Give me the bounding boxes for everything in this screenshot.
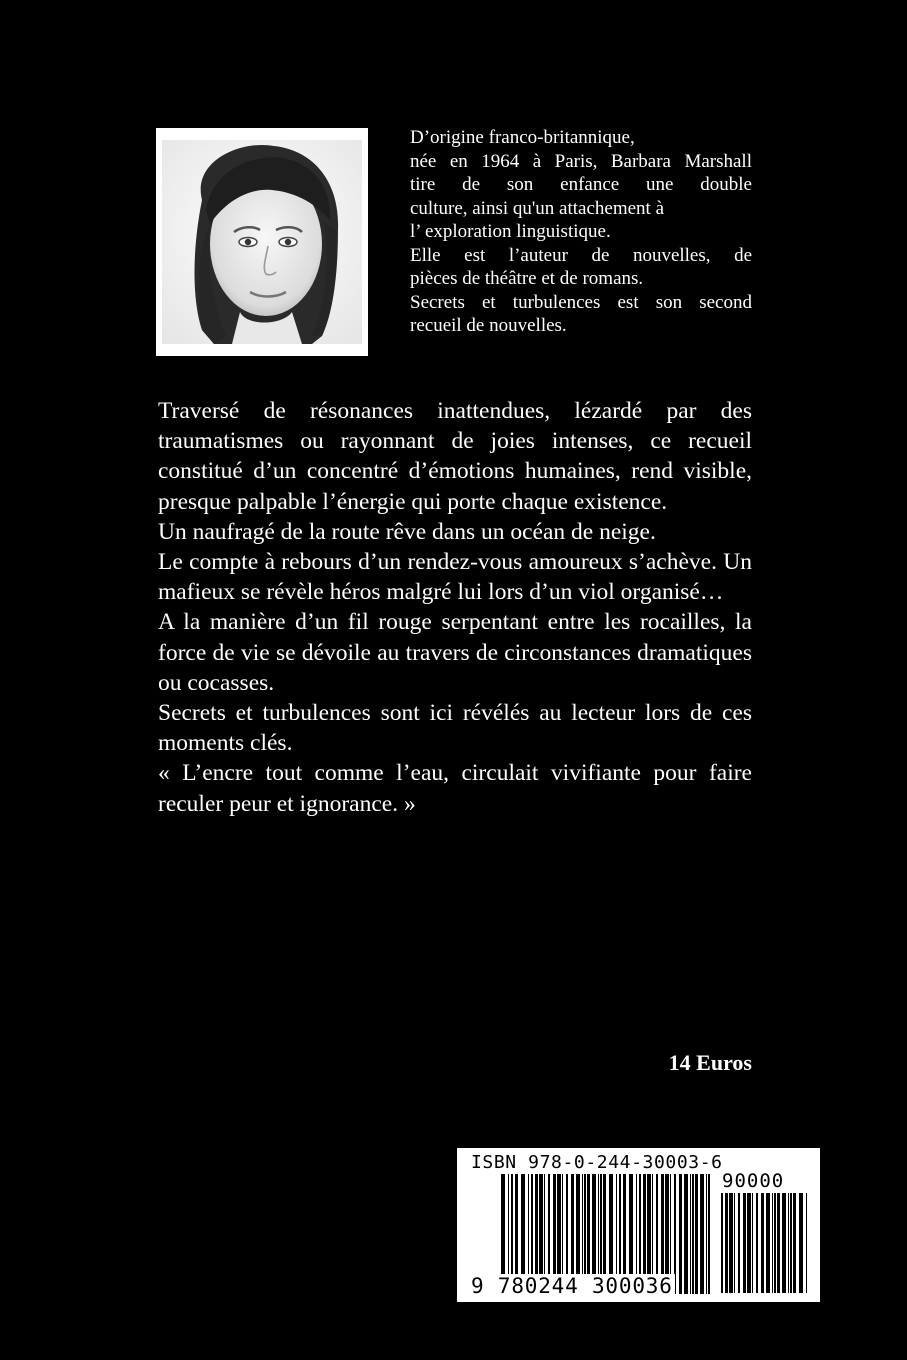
barcode-bar bbox=[777, 1193, 780, 1293]
bio-line: recueil de nouvelles. bbox=[410, 315, 567, 336]
author-portrait-image bbox=[162, 140, 362, 344]
barcode-bar bbox=[708, 1174, 710, 1294]
barcode-bar bbox=[706, 1174, 707, 1294]
barcode-bar bbox=[772, 1193, 773, 1293]
bio-line: Secrets et turbulences est son second bbox=[410, 291, 752, 313]
blurb-paragraph: A la manière d’un fil rouge serpentant entre les rocailles, la force de vie se dévoile au travers de circonstances dramatiques ou cocasses. bbox=[158, 609, 752, 696]
barcode-bar bbox=[729, 1193, 733, 1293]
blurb-paragraph: Secrets et turbulences sont ici révélés au lecteur lors de ces moments clés. bbox=[158, 700, 752, 757]
back-cover-blurb bbox=[158, 396, 752, 819]
barcode-bar bbox=[806, 1193, 807, 1293]
bio-line: l’ exploration linguistique. bbox=[410, 221, 611, 242]
barcode-bar bbox=[679, 1174, 682, 1294]
blurb-paragraph: Traversé de résonances inattendues, lézardé par des traumatismes ou rayonnant de joies intenses, ce recueil constitué d’un concentré d’émotions humaines, rend visible, presque palpable l’énergie qui porte chaque existence. bbox=[158, 398, 752, 515]
barcode-bar bbox=[761, 1193, 764, 1293]
bio-line: tire de son enfance une double bbox=[410, 174, 752, 195]
barcode-bar bbox=[799, 1193, 803, 1293]
isbn-label: ISBN 978-0-244-30003-6 bbox=[471, 1152, 723, 1173]
barcode-bar bbox=[752, 1193, 753, 1293]
price-label: 14 Euros bbox=[668, 1050, 752, 1075]
barcode-bar bbox=[743, 1193, 746, 1293]
bio-line: D’origine franco-britannique, bbox=[410, 127, 635, 148]
blurb-paragraph: « L’encre tout comme l’eau, circulait vivifiante pour faire reculer peur et ignorance. » bbox=[158, 760, 752, 817]
bio-line: Elle est l’auteur de nouvelles, de bbox=[410, 244, 752, 266]
author-photo bbox=[162, 140, 362, 344]
barcode-bar bbox=[721, 1193, 723, 1293]
bio-line: pièces de théâtre et de romans. bbox=[410, 268, 644, 289]
barcode-bar bbox=[734, 1193, 735, 1293]
bio-line: culture, ainsi qu'un attachement à bbox=[410, 197, 665, 219]
author-photo-frame bbox=[156, 128, 368, 356]
barcode-bar bbox=[700, 1174, 704, 1294]
isbn-barcode bbox=[457, 1148, 820, 1302]
author-bio bbox=[410, 126, 752, 338]
barcode-bar bbox=[774, 1193, 776, 1293]
addon-digits: 90000 bbox=[722, 1170, 785, 1192]
barcode-bar bbox=[788, 1193, 789, 1293]
barcode-bar bbox=[747, 1193, 751, 1293]
addon-barcode-bars bbox=[721, 1193, 807, 1293]
barcode-bar bbox=[782, 1193, 786, 1293]
blurb-paragraph: Un naufragé de la route rêve dans un océan de neige. bbox=[158, 518, 656, 545]
bio-line: née en 1964 à Paris, Barbara Marshall bbox=[410, 150, 752, 172]
barcode-bar bbox=[725, 1193, 728, 1293]
barcode-bar bbox=[692, 1174, 694, 1294]
barcode-bar bbox=[790, 1193, 792, 1293]
barcode-bar bbox=[684, 1174, 688, 1294]
barcode-bar bbox=[756, 1193, 758, 1293]
barcode-bar bbox=[695, 1174, 698, 1294]
barcode-bar bbox=[738, 1193, 740, 1293]
ean-digits: 9 780244 300036 bbox=[471, 1274, 673, 1298]
barcode-bar bbox=[793, 1193, 796, 1293]
blurb-paragraph: Le compte à rebours d’un rendez-vous amoureux s’achève. Un mafieux se révèle héros malgré lui lors d’un viol organisé… bbox=[158, 549, 752, 606]
barcode-bar bbox=[766, 1193, 770, 1293]
barcode-bar bbox=[690, 1174, 691, 1294]
